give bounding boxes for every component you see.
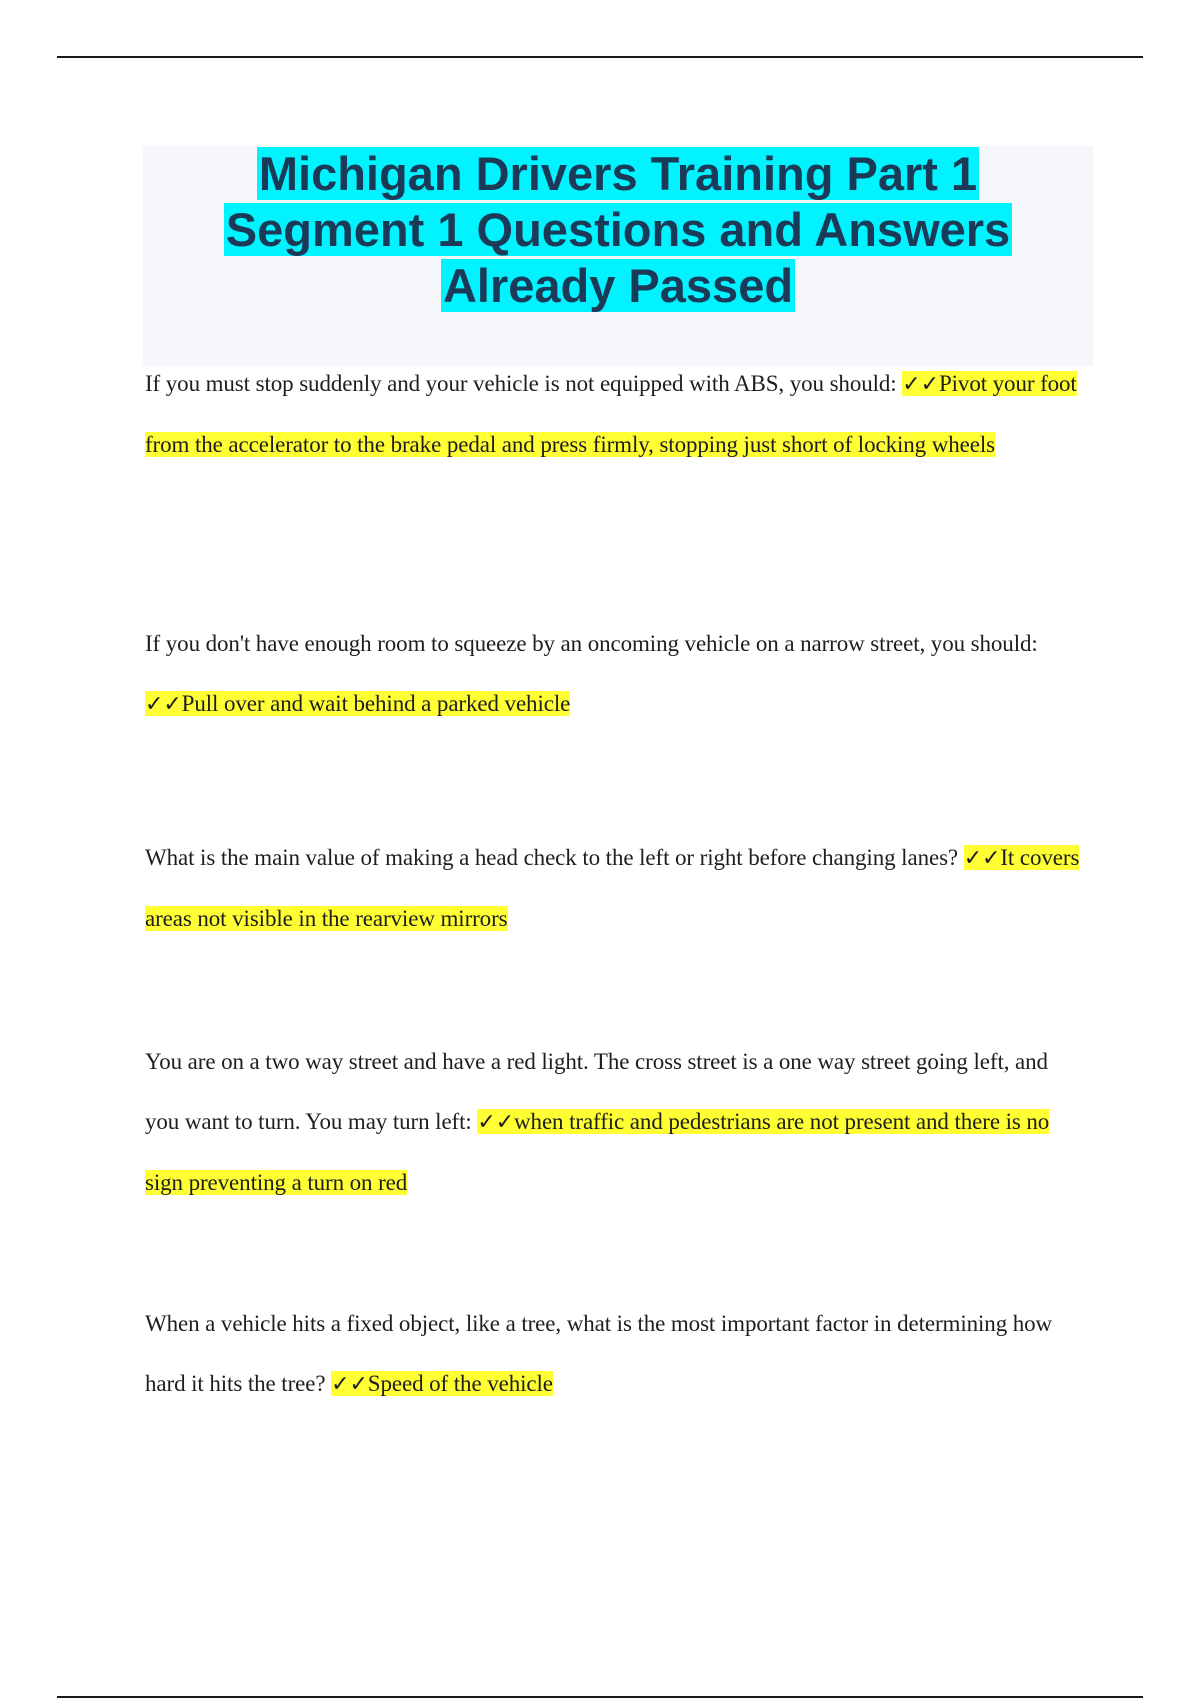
top-rule (57, 56, 1143, 58)
question-text: When a vehicle hits a fixed object, like a tree, what is the most important factor in determining how hard it hits the tree? (145, 1311, 1053, 1396)
answer-highlight (145, 691, 570, 716)
question-text: You are on a two way street and have a red light. The cross street is a one way street going left, and you want to turn. You may turn left: (145, 1049, 1048, 1134)
check-icon: ✓✓ (902, 372, 939, 397)
check-icon: ✓✓ (145, 692, 182, 717)
qa-item (145, 1294, 1080, 1415)
check-icon: ✓✓ (477, 1110, 515, 1135)
document-title (143, 146, 1093, 314)
answer-highlight (331, 1371, 553, 1396)
bottom-rule (57, 1696, 1143, 1698)
answer-text: when traffic and pedestrians are not present and there is no sign preventing a turn on red (145, 1109, 1050, 1195)
qa-item (145, 1032, 1080, 1213)
question-text: If you don't have enough room to squeeze by an oncoming vehicle on a narrow street, you should: (145, 631, 1038, 656)
qa-item (145, 828, 1080, 949)
qa-item (145, 354, 1080, 475)
question-text: If you must stop suddenly and your vehicle is not equipped with ABS, you should: (145, 371, 897, 396)
answer-text: Pivot your foot from the accelerator to the brake pedal and press firmly, stopping just short of locking wheels (145, 371, 1077, 457)
qa-item (145, 614, 1080, 735)
question-text: What is the main value of making a head check to the left or right before changing lanes? (145, 845, 959, 870)
title-block (143, 146, 1093, 366)
title-text: Michigan Drivers Training Part 1 Segment 1 Questions and Answers Already Passed (225, 147, 1011, 312)
check-icon: ✓✓ (963, 846, 1001, 871)
answer-text: It covers areas not visible in the rearview mirrors (145, 845, 1080, 931)
answer-text: Pull over and wait behind a parked vehicle (181, 691, 571, 716)
check-icon: ✓✓ (331, 1372, 368, 1397)
answer-text: Speed of the vehicle (367, 1371, 553, 1396)
